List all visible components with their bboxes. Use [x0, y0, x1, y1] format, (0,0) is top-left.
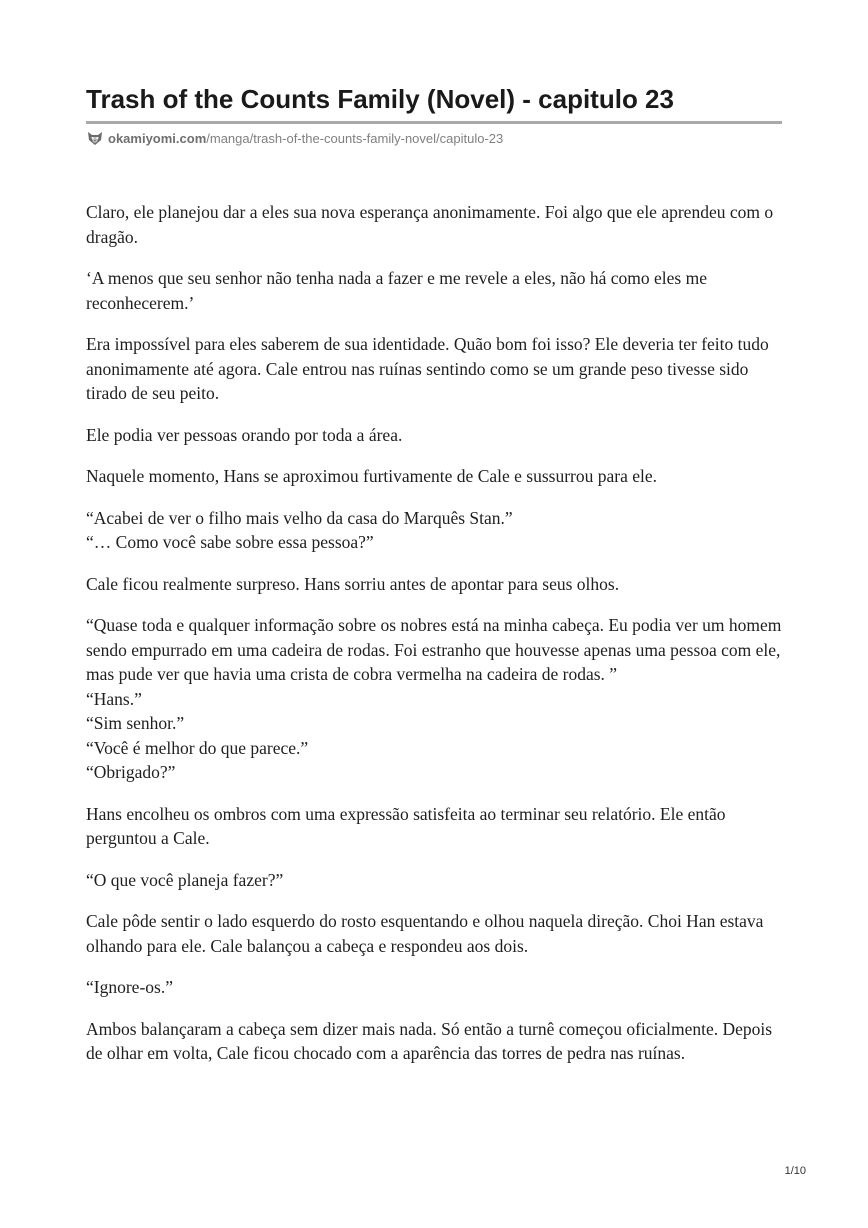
paragraph-line: Cale pôde sentir o lado esquerdo do rosto esquentando e olhou naquela direção. Choi Han estava olhando para ele. Cale balançou a cabeça e respondeu aos dois. — [86, 911, 764, 956]
paragraph-line: “Ignore-os.” — [86, 977, 173, 997]
paragraph-line: Era impossível para eles saberem de sua identidade. Quão bom foi isso? Ele deveria ter feito tudo anonimamente até agora. Cale entrou nas ruínas sentindo como se um grande peso tivesse sido tirado de seu peito. — [86, 334, 769, 403]
paragraph — [86, 464, 786, 489]
paragraph — [86, 423, 786, 448]
paragraph-line: “Obrigado?” — [86, 762, 176, 782]
source-path[interactable]: /manga/trash-of-the-counts-family-novel/capitulo-23 — [206, 130, 504, 146]
paragraph — [86, 909, 786, 958]
paragraph — [86, 868, 786, 893]
paragraph — [86, 613, 786, 785]
paragraph — [86, 266, 786, 315]
paragraph — [86, 200, 786, 249]
page-title: Trash of the Counts Family (Novel) - capitulo 23 — [86, 84, 674, 114]
paragraph-line: Claro, ele planejou dar a eles sua nova esperança anonimamente. Foi algo que ele aprendeu com o dragão. — [86, 202, 774, 247]
paragraph — [86, 975, 786, 1000]
paragraph-line: “O que você planeja fazer?” — [86, 869, 284, 890]
paragraph-line: “Você é melhor do que parece.” — [86, 737, 309, 758]
paragraph-line: “Hans.” — [86, 688, 142, 709]
wolf-logo-icon — [86, 129, 104, 147]
title-divider — [86, 121, 782, 124]
source-link[interactable] — [86, 128, 503, 148]
paragraph-line: ‘A menos que seu senhor não tenha nada a fazer e me revele a eles, não há como eles me reconhecerem.’ — [86, 268, 707, 313]
page-number: 1/10 — [784, 1165, 806, 1177]
article-body — [86, 200, 786, 1083]
paragraph-line: Hans encolheu os ombros com uma expressão satisfeita ao terminar seu relatório. Ele então perguntou a Cale. — [86, 803, 726, 848]
paragraph — [86, 1017, 786, 1066]
paragraph-line: “Sim senhor.” — [86, 713, 185, 733]
paragraph-line: Cale ficou realmente surpreso. Hans sorriu antes de apontar para seus olhos. — [86, 573, 620, 594]
paragraph-line: Ambos balançaram a cabeça sem dizer mais nada. Só então a turnê começou oficialmente. Depois de olhar em volta, Cale ficou chocado com a aparência das torres de pedra nas ruínas. — [86, 1018, 773, 1063]
paragraph-line: “… Como você sabe sobre essa pessoa?” — [86, 532, 374, 552]
paragraph — [86, 572, 786, 597]
paragraph-line: “Quase toda e qualquer informação sobre os nobres está na minha cabeça. Eu podia ver um homem sendo empurrado em uma cadeira de rodas. Foi estranho que houvesse apenas uma pessoa com ele, mas pude ver que havia uma crista de cobra vermelha na cadeira de rodas. ” — [86, 615, 782, 684]
paragraph — [86, 332, 786, 406]
paragraph-line: Naquele momento, Hans se aproximou furtivamente de Cale e sussurrou para ele. — [86, 466, 657, 486]
paragraph — [86, 802, 786, 851]
paragraph — [86, 506, 786, 555]
paragraph-line: “Acabei de ver o filho mais velho da casa do Marquês Stan.” — [86, 507, 513, 528]
source-domain[interactable]: okamiyomi.com — [108, 130, 207, 146]
paragraph-line: Ele podia ver pessoas orando por toda a área. — [86, 424, 403, 445]
